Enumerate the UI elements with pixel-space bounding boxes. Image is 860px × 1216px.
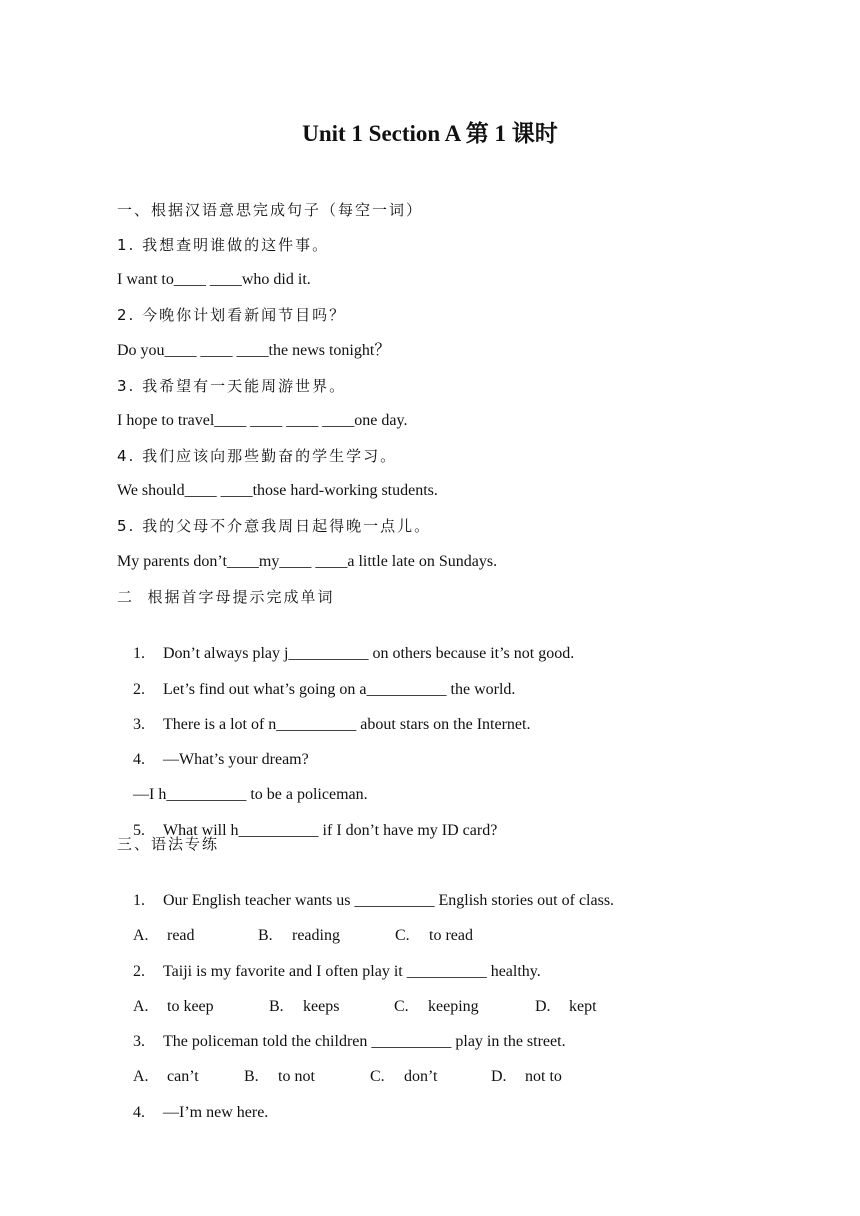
section1-item-5-cn: 5. 我的父母不介意我周日起得晚一点儿。 [117,517,432,535]
option-d: D. not to [491,1068,562,1085]
item-text: Don’t always play j__________ on others because it’s not good. [163,645,575,662]
section1-item-1-cn: 1. 我想查明谁做的这件事。 [117,236,330,254]
item-text: What will h__________ if I don’t have my ID card? [163,822,498,839]
question-text: Taiji is my favorite and I often play it __________ healthy. [163,963,541,980]
section1-item-3-en: I hope to travel____ ____ ____ ____one day. [117,412,408,429]
item-number: 3. [133,716,145,733]
section1-heading: 一、根据汉语意思完成句子（每空一词） [117,201,424,219]
question-text: Our English teacher wants us __________ English stories out of class. [163,892,615,909]
question-number: 4. [133,1104,145,1121]
section1-item-4-cn: 4. 我们应该向那些勤奋的学生学习。 [117,447,398,465]
section3-question-4 [117,1080,837,1146]
item-number: 2. [133,681,145,698]
section1-item-2-cn: 2. 今晚你计划看新闻节目吗？ [117,306,347,324]
option-c: C. to read [395,927,473,944]
option-b: B. to not [244,1068,315,1085]
option-c: C. keeping [394,998,479,1015]
option-a: A. can’t [133,1068,199,1085]
item-text: —I h__________ to be a policeman. [133,786,368,803]
option-a: A. to keep [133,998,214,1015]
option-b: B. reading [258,927,340,944]
option-d: D. kept [535,998,597,1015]
question-number: 2. [133,963,145,980]
option-c: C. don’t [370,1068,438,1085]
section1-item-5-en: My parents don’t____my____ ____a little late on Sundays. [117,553,498,570]
section1-item-4-en: We should____ ____those hard-working students. [117,482,438,499]
item-number: 4. [133,751,145,768]
section1-item-2-en: Do you____ ____ ____the news tonight？ [117,342,391,359]
question-number: 1. [133,892,145,909]
section2-heading: 二 根据首字母提示完成单词 [117,588,335,606]
question-text: —I’m new here. [163,1104,269,1121]
question-number: 3. [133,1033,145,1050]
page-title: Unit 1 Section A 第 1 课时 [302,121,558,146]
section3-heading: 三、语法专练 [117,835,220,853]
item-text: —What’s your dream? [163,751,309,768]
item-number: 5. [133,822,145,839]
question-text: The policeman told the children __________ play in the street. [163,1033,566,1050]
item-text: There is a lot of n__________ about stars on the Internet. [163,716,531,733]
section1-item-3-cn: 3. 我希望有一天能周游世界。 [117,377,347,395]
option-b: B. keeps [269,998,340,1015]
option-a: A. read [133,927,195,944]
item-number: 1. [133,645,145,662]
item-text: Let’s find out what’s going on a__________ the world. [163,681,516,698]
section1-item-1-en: I want to____ ____who did it. [117,271,311,288]
